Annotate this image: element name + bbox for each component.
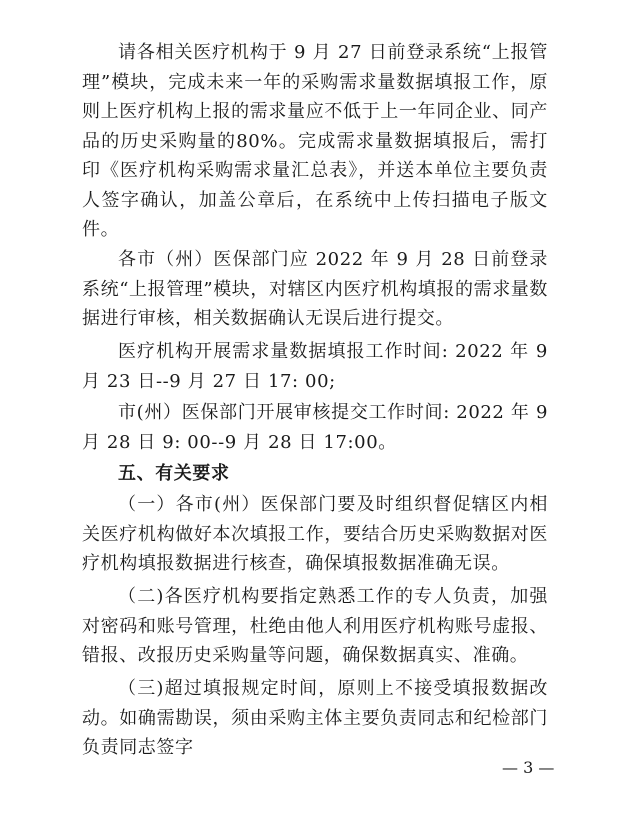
requirement-item-3: （三)超过填报规定时间，原则上不接受填报数据改动。如确需勘误，须由采购主体主要负责同志和纪检部门负责同志签字 [82, 678, 548, 758]
paragraph-review-time: 市(州）医保部门开展审核提交工作时间: 2022 年 9 月 28 日 9: 00--9 月 28 日 17:00。 [82, 402, 548, 453]
paragraph-reporting-time: 医疗机构开展需求量数据填报工作时间: 2022 年 9 月 23 日--9 月 27 日 17: 00; [82, 341, 548, 392]
paragraph-demand-reporting: 请各相关医疗机构于 9 月 27 日前登录系统“上报管理”模块，完成未来一年的采购需求量数据填报工作，原则上医疗机构上报的需求量应不低于上一年同企业、同产品的历史采购量的80%。完成需求量数据填报后，需打印《医疗机构采购需求量汇总表》，并送本单位主要负责人签字确认，加盖公章后，在系统中上传扫描电子版文件。 [82, 42, 548, 240]
paragraph-review-submission: 各市（州）医保部门应 2022 年 9 月 28 日前登录系统“上报管理”模块，对辖区内医疗机构填报的需求量数据进行审核，相关数据确认无误后进行提交。 [82, 249, 549, 329]
requirement-item-2: （二)各医疗机构要指定熟悉工作的专人负责，加强对密码和账号管理，杜绝由他人利用医疗机构账号虚报、错报、改报历史采购量等问题，确保数据真实、准确。 [82, 586, 548, 666]
section-heading: 五、有关要求 [118, 463, 230, 484]
page-number: — 3 — [502, 758, 555, 777]
requirement-item-1: （一）各市(州）医保部门要及时组织督促辖区内相关医疗机构做好本次填报工作，要结合历史采购数据对医疗机构填报数据进行核查，确保填报数据准确无误。 [82, 494, 548, 574]
